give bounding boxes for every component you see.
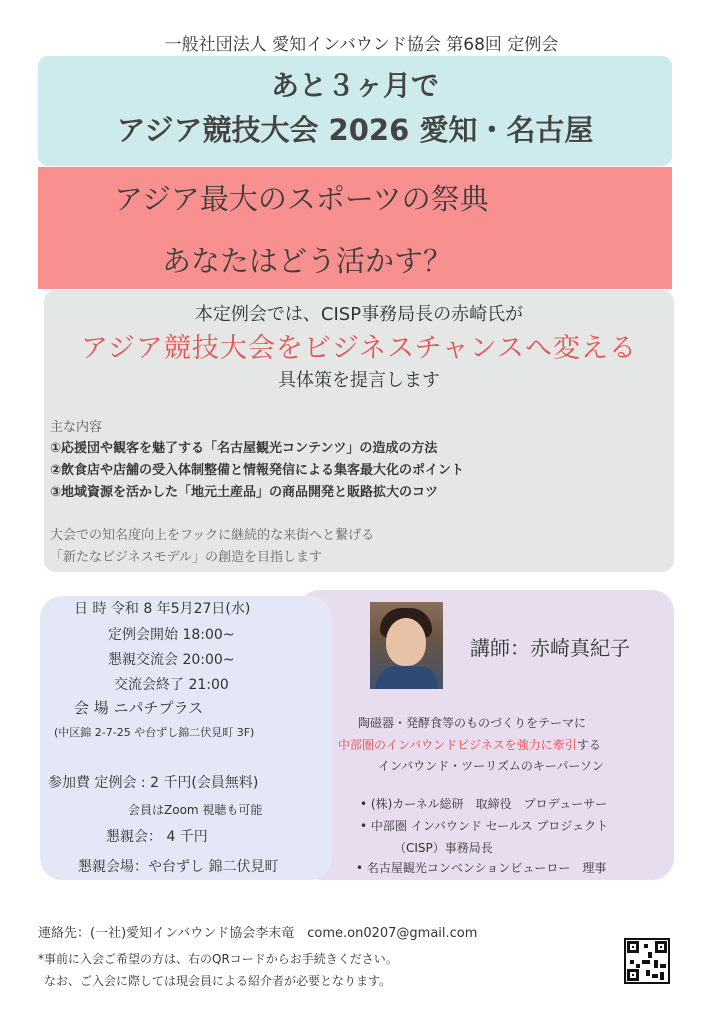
event-details-panel (40, 596, 332, 880)
speaker-role-2: • 中部圏 インバウンド セールス プロジェクト (360, 819, 609, 833)
content-point-3: ③地域資源を活かした「地元土産品」の商品開発と販路拡大のコツ (50, 485, 439, 500)
event-venue: 会 場 ニパチプラス (74, 699, 204, 717)
qr-finder-bottom-left (627, 969, 639, 981)
photo-body (376, 666, 438, 689)
event-date: 日 時 令和 8 年5月27日(水) (74, 601, 251, 617)
speaker-profile-3: インバウンド・ツーリズムのキーパーソン (378, 759, 604, 773)
content-point-1: ①応援団や観客を魅了する「名古屋観光コンテンツ」の造成の方法 (50, 441, 438, 456)
qr-module (646, 970, 650, 976)
speaker-role-1: • (株)カーネル総研 取締役 プロデューサー (360, 797, 608, 811)
tagline-banner (38, 167, 672, 289)
tagline-line-1: アジア最大のスポーツの祭典 (114, 182, 489, 216)
speaker-profile-2 (338, 736, 601, 753)
qr-module (648, 952, 652, 958)
contact-info: 連絡先：(一社)愛知インバウンド協会李末竜 come.on0207@gmail.com (38, 926, 478, 941)
intro-text: 本定例会では、CISP事務局長の赤崎氏が (194, 304, 524, 325)
title-banner (38, 56, 672, 166)
qr-module (644, 944, 648, 948)
qr-code-icon[interactable] (624, 938, 670, 984)
qr-module (660, 964, 666, 968)
speaker-profile-1: 陶磁器・発酵食等のものづくりをテーマに (358, 716, 587, 730)
contents-label: 主な内容 (50, 420, 103, 435)
closing-text-1: 大会での知名度向上をフックに継続的な来街へと繋げる (50, 528, 375, 543)
qr-module (636, 964, 640, 968)
qr-module (642, 960, 650, 964)
speaker-name: 講師：赤崎真紀子 (470, 636, 630, 660)
event-start-time: 定例会開始 18:00~ (108, 627, 235, 643)
membership-note-1: *事前に入会ご希望の方は、右のQRコードからお手続きください。 (38, 952, 398, 966)
speaker-profile-highlight: 中部圏のインバウンドビジネスを強力に牽引 (338, 738, 577, 752)
speaker-role-2-cont: （CISP）事務局長 (394, 841, 493, 855)
speaker-profile-tail: する (576, 738, 601, 752)
contents-panel (44, 290, 674, 572)
membership-note-2: なお、ご入会に際しては現会員による紹介者が必要となります。 (44, 974, 392, 988)
photo-face (386, 618, 426, 666)
speaker-role-3: • 名古屋観光コンベンションビューロー 理事 (356, 861, 607, 875)
qr-module (652, 974, 658, 978)
event-address: (中区錦 2-7-25 や台ずし錦二伏見町 3F) (54, 726, 255, 739)
event-party-venue: 懇親会場：や台ずし 錦二伏見町 (78, 859, 279, 875)
event-party-fee: 懇親会： 4 千円 (106, 829, 208, 845)
title-line-2: アジア競技大会 2026 愛知・名古屋 (116, 113, 594, 147)
event-end-time: 交流会終了 21:00 (114, 677, 229, 693)
content-point-2: ②飲食店や店舗の受入体制整備と情報発信による集客最大化のポイント (50, 463, 465, 478)
event-party-time: 懇親交流会 20:00~ (108, 652, 235, 668)
qr-module (660, 972, 664, 980)
event-zoom-note: 会員はZoom 視聴も可能 (128, 803, 263, 817)
speaker-panel (298, 590, 674, 880)
qr-module (630, 960, 634, 964)
event-fee: 参加費 定例会 : 2 千円(会員無料) (48, 775, 259, 791)
intro-subtext: 具体策を提言します (278, 370, 440, 391)
closing-text-2: 「新たなビジネスモデル」の創造を目指します (50, 550, 322, 565)
title-line-1: あと３ヶ月で (270, 69, 439, 102)
tagline-line-2: あなたはどう活かす？ (162, 244, 453, 278)
speaker-photo (370, 602, 443, 689)
qr-finder-top-right (655, 941, 667, 953)
intro-headline: アジア競技大会をビジネスチャンスへ変える (81, 333, 637, 364)
organization-header: 一般社団法人 愛知インバウンド協会 第68回 定例会 (164, 35, 559, 55)
qr-module (654, 960, 658, 968)
qr-finder-top-left (627, 941, 639, 953)
